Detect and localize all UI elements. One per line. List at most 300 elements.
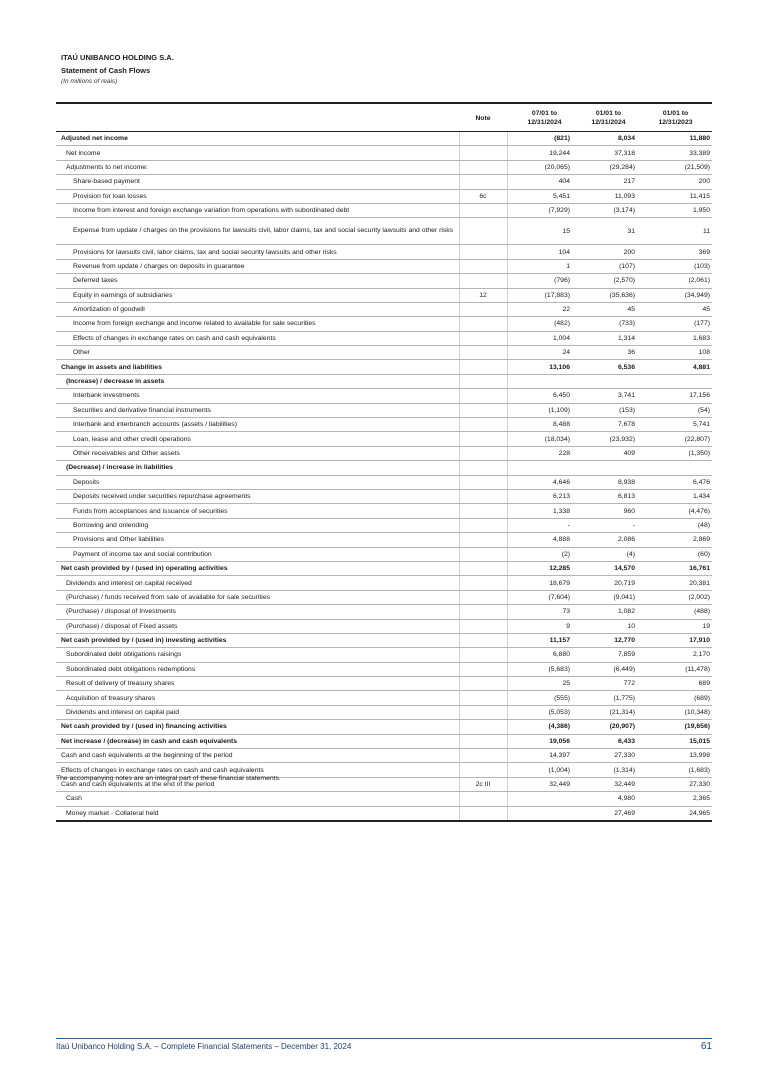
value-period-3: 4,881 — [637, 360, 712, 374]
value-period-2: 8,034 — [572, 132, 637, 146]
row-note — [459, 218, 507, 245]
table-row — [56, 518, 712, 532]
value-period-2: (9,041) — [572, 590, 637, 604]
value-period-1: (5,053) — [507, 705, 572, 719]
value-period-3: (54) — [637, 403, 712, 417]
row-note — [459, 317, 507, 331]
row-note — [459, 533, 507, 547]
value-period-1: (2) — [507, 547, 572, 561]
row-note — [459, 346, 507, 360]
table-row — [56, 259, 712, 273]
row-note — [459, 561, 507, 575]
row-note — [459, 374, 507, 388]
table-row — [56, 749, 712, 763]
row-label: Interbank investments — [56, 389, 459, 403]
row-label: Subordinated debt obligations redemptions — [56, 662, 459, 676]
value-period-3: 5,741 — [637, 418, 712, 432]
table-row — [56, 461, 712, 475]
row-label: Effects of changes in exchange rates on cash and cash equivalents — [56, 763, 459, 777]
value-period-3: 11,880 — [637, 132, 712, 146]
value-period-3: (1,350) — [637, 446, 712, 460]
row-note: 6c — [459, 189, 507, 203]
row-label: Net cash provided by / (used in) investing activities — [56, 633, 459, 647]
table-row — [56, 418, 712, 432]
value-period-1: 73 — [507, 605, 572, 619]
value-period-3: 108 — [637, 346, 712, 360]
row-note — [459, 648, 507, 662]
value-period-1: 1 — [507, 259, 572, 273]
table-row — [56, 489, 712, 503]
value-period-3: 1,950 — [637, 203, 712, 217]
row-note — [459, 504, 507, 518]
value-period-1: (20,065) — [507, 160, 572, 174]
value-period-1: 32,449 — [507, 777, 572, 791]
row-note — [459, 432, 507, 446]
cash-flow-rows — [56, 132, 712, 822]
row-label: Equity in earnings of subsidiaries — [56, 288, 459, 302]
row-label: Cash and cash equivalents at the end of the period — [56, 777, 459, 791]
column-header-row — [56, 104, 712, 132]
row-label: Amortization of goodwill — [56, 302, 459, 316]
table-row — [56, 806, 712, 821]
value-period-2: 3,741 — [572, 389, 637, 403]
company-name: ITAÚ UNIBANCO HOLDING S.A. — [61, 53, 174, 62]
value-period-1: 4,888 — [507, 533, 572, 547]
value-period-2: 12,770 — [572, 633, 637, 647]
table-row — [56, 288, 712, 302]
value-period-1 — [507, 461, 572, 475]
value-period-3: 16,761 — [637, 561, 712, 575]
value-period-2: (6,449) — [572, 662, 637, 676]
table-row — [56, 146, 712, 160]
value-period-2: 11,093 — [572, 189, 637, 203]
value-period-3: 1,434 — [637, 489, 712, 503]
value-period-1: 24 — [507, 346, 572, 360]
row-label: Acquisition of treasury shares — [56, 691, 459, 705]
value-period-3: 200 — [637, 175, 712, 189]
table-row — [56, 605, 712, 619]
value-period-1: (821) — [507, 132, 572, 146]
value-period-1: (1,109) — [507, 403, 572, 417]
value-period-1: 8,488 — [507, 418, 572, 432]
value-period-2: 27,469 — [572, 806, 637, 821]
row-note — [459, 274, 507, 288]
row-note — [459, 302, 507, 316]
table-row — [56, 792, 712, 806]
value-period-1: (5,683) — [507, 662, 572, 676]
row-label: Result of delivery of treasury shares — [56, 677, 459, 691]
row-label: Change in assets and liabilities — [56, 360, 459, 374]
row-note — [459, 518, 507, 532]
table-row — [56, 691, 712, 705]
period-3-header — [639, 109, 712, 127]
value-period-2: 4,980 — [572, 792, 637, 806]
value-period-3: 11 — [637, 218, 712, 245]
value-period-2: 2,086 — [572, 533, 637, 547]
value-period-2: 36 — [572, 346, 637, 360]
value-period-3: 24,965 — [637, 806, 712, 821]
value-period-3: (10,348) — [637, 705, 712, 719]
row-label: Net cash provided by / (used in) financing activities — [56, 720, 459, 734]
value-period-3: 17,910 — [637, 633, 712, 647]
row-note — [459, 175, 507, 189]
value-period-2: (733) — [572, 317, 637, 331]
value-period-1: 1,004 — [507, 331, 572, 345]
value-period-3: (4,476) — [637, 504, 712, 518]
value-period-2: 14,570 — [572, 561, 637, 575]
row-label: Income from interest and foreign exchange variation from operations with subordinated debt — [56, 203, 459, 217]
table-row — [56, 705, 712, 719]
value-period-2: (153) — [572, 403, 637, 417]
row-label: Other receivables and Other assets — [56, 446, 459, 460]
row-note — [459, 749, 507, 763]
value-period-1 — [507, 792, 572, 806]
value-period-1: 1,338 — [507, 504, 572, 518]
statement-title: Statement of Cash Flows — [61, 66, 151, 75]
page-number: 61 — [700, 1041, 712, 1052]
row-label: Subordinated debt obligations raisings — [56, 648, 459, 662]
value-period-2: 200 — [572, 245, 637, 259]
footer-text: Itaú Unibanco Holding S.A. – Complete Financial Statements – December 31, 2024 — [56, 1042, 352, 1051]
value-period-3: 45 — [637, 302, 712, 316]
row-note — [459, 203, 507, 217]
row-label: (Decrease) / increase in liabilities — [56, 461, 459, 475]
table-row — [56, 576, 712, 590]
row-note — [459, 677, 507, 691]
row-label: Adjustments to net income: — [56, 160, 459, 174]
row-note — [459, 547, 507, 561]
value-period-1: 4,646 — [507, 475, 572, 489]
table-row — [56, 633, 712, 647]
value-period-1: 6,450 — [507, 389, 572, 403]
row-note — [459, 146, 507, 160]
row-label: Provision for loan losses — [56, 189, 459, 203]
value-period-2 — [572, 461, 637, 475]
value-period-2: (3,174) — [572, 203, 637, 217]
row-note — [459, 389, 507, 403]
row-note — [459, 734, 507, 748]
row-note: 2c III — [459, 777, 507, 791]
value-period-2: 772 — [572, 677, 637, 691]
row-label: Adjusted net income — [56, 132, 459, 146]
row-label: Loan, lease and other credit operations — [56, 432, 459, 446]
row-note — [459, 446, 507, 460]
value-period-3: 13,998 — [637, 749, 712, 763]
value-period-2: (29,284) — [572, 160, 637, 174]
value-period-2: (23,932) — [572, 432, 637, 446]
row-note — [459, 576, 507, 590]
value-period-3: 27,330 — [637, 777, 712, 791]
row-label: Revenue from update / charges on deposits in guarantee — [56, 259, 459, 273]
row-label: Borrowing and onlending — [56, 518, 459, 532]
value-period-3 — [637, 461, 712, 475]
row-note — [459, 662, 507, 676]
value-period-2: 20,719 — [572, 576, 637, 590]
row-note: 12 — [459, 288, 507, 302]
cash-flow-table — [56, 102, 712, 822]
value-period-2: - — [572, 518, 637, 532]
value-period-2: (20,907) — [572, 720, 637, 734]
row-note — [459, 489, 507, 503]
value-period-2: 960 — [572, 504, 637, 518]
row-label: Deposits — [56, 475, 459, 489]
value-period-2: 10 — [572, 619, 637, 633]
table-row — [56, 175, 712, 189]
value-period-3: 2,365 — [637, 792, 712, 806]
value-period-3: 20,381 — [637, 576, 712, 590]
value-period-2: (21,314) — [572, 705, 637, 719]
period-1-header-line1: 07/01 to — [531, 110, 558, 117]
value-period-3: (689) — [637, 691, 712, 705]
table-row — [56, 160, 712, 174]
table-row — [56, 734, 712, 748]
table-row — [56, 389, 712, 403]
row-label: (Purchase) / funds received from sale of available for sale securities — [56, 590, 459, 604]
table-row — [56, 331, 712, 345]
table-row — [56, 648, 712, 662]
row-note — [459, 403, 507, 417]
period-3-header-line2: 12/31/2023 — [658, 119, 693, 126]
value-period-3: 1,683 — [637, 331, 712, 345]
value-period-1: 19,056 — [507, 734, 572, 748]
row-note — [459, 605, 507, 619]
value-period-3 — [637, 374, 712, 388]
value-period-2: (107) — [572, 259, 637, 273]
value-period-3: (103) — [637, 259, 712, 273]
row-note — [459, 160, 507, 174]
value-period-2: 31 — [572, 218, 637, 245]
table-row — [56, 245, 712, 259]
row-note — [459, 705, 507, 719]
row-label: Money market - Collateral held — [56, 806, 459, 821]
value-period-2: 32,449 — [572, 777, 637, 791]
table-row — [56, 720, 712, 734]
value-period-1: 6,880 — [507, 648, 572, 662]
row-label: Provisions for lawsuits civil, labor claims, tax and social security lawsuits and other risks — [56, 245, 459, 259]
value-period-3: 17,156 — [637, 389, 712, 403]
value-period-1: 104 — [507, 245, 572, 259]
period-1-header-line2: 12/31/2024 — [527, 119, 562, 126]
value-period-1: - — [507, 518, 572, 532]
row-note — [459, 461, 507, 475]
table-row — [56, 590, 712, 604]
row-note — [459, 259, 507, 273]
value-period-3: 369 — [637, 245, 712, 259]
value-period-2: 1,314 — [572, 331, 637, 345]
value-period-2: 45 — [572, 302, 637, 316]
row-label: Income from foreign exchange and income related to available for sale securities — [56, 317, 459, 331]
value-period-3: 33,389 — [637, 146, 712, 160]
row-note — [459, 360, 507, 374]
row-label: Cash and cash equivalents at the beginning of the period — [56, 749, 459, 763]
row-label: (Increase) / decrease in assets — [56, 374, 459, 388]
row-label: Dividends and interest on capital received — [56, 576, 459, 590]
value-period-3: 11,415 — [637, 189, 712, 203]
value-period-3: 689 — [637, 677, 712, 691]
value-period-3: (2,002) — [637, 590, 712, 604]
table-row — [56, 619, 712, 633]
value-period-3: (22,807) — [637, 432, 712, 446]
value-period-2 — [572, 374, 637, 388]
table-row — [56, 360, 712, 374]
value-period-1: (7,604) — [507, 590, 572, 604]
table-row — [56, 475, 712, 489]
value-period-2: 6,536 — [572, 360, 637, 374]
value-period-1: (18,034) — [507, 432, 572, 446]
value-period-1: (555) — [507, 691, 572, 705]
value-period-3: (21,509) — [637, 160, 712, 174]
footer-rule — [56, 1038, 712, 1039]
value-period-3: (177) — [637, 317, 712, 331]
table-row — [56, 533, 712, 547]
value-period-1: 22 — [507, 302, 572, 316]
value-period-2: 6,813 — [572, 489, 637, 503]
row-note — [459, 245, 507, 259]
value-period-1: (4,386) — [507, 720, 572, 734]
row-label: Dividends and interest on capital paid — [56, 705, 459, 719]
table-row — [56, 317, 712, 331]
row-note — [459, 590, 507, 604]
value-period-2: 7,678 — [572, 418, 637, 432]
period-2-header-line2: 12/31/2024 — [591, 119, 626, 126]
table-row — [56, 403, 712, 417]
value-period-1: 14,397 — [507, 749, 572, 763]
table-row — [56, 662, 712, 676]
value-period-2: 1,082 — [572, 605, 637, 619]
value-period-3: (60) — [637, 547, 712, 561]
value-period-3: (34,949) — [637, 288, 712, 302]
table-row — [56, 189, 712, 203]
value-period-3: (19,656) — [637, 720, 712, 734]
value-period-3: 19 — [637, 619, 712, 633]
row-note — [459, 763, 507, 777]
row-note — [459, 132, 507, 146]
value-period-1: (7,929) — [507, 203, 572, 217]
row-label: Expense from update / charges on the provisions for lawsuits civil, labor claims, tax and social security lawsuits and other risks — [56, 218, 459, 245]
value-period-1: 5,451 — [507, 189, 572, 203]
period-2-header-line1: 01/01 to — [595, 110, 622, 117]
row-label: (Purchase) / disposal of Fixed assets — [56, 619, 459, 633]
value-period-3: 2,170 — [637, 648, 712, 662]
units-caption: (In millions of reais) — [61, 78, 118, 85]
value-period-1: 18,679 — [507, 576, 572, 590]
row-label: Share-based payment — [56, 175, 459, 189]
value-period-1: 11,157 — [507, 633, 572, 647]
row-note — [459, 633, 507, 647]
row-label: Deferred taxes — [56, 274, 459, 288]
row-label: Net increase / (decrease) in cash and cash equivalents — [56, 734, 459, 748]
value-period-2: (1,775) — [572, 691, 637, 705]
value-period-1: (17,883) — [507, 288, 572, 302]
table-row — [56, 547, 712, 561]
table-row — [56, 561, 712, 575]
row-label: Securities and derivative financial instruments — [56, 403, 459, 417]
table-row — [56, 132, 712, 146]
period-2-header — [576, 109, 641, 127]
row-note — [459, 475, 507, 489]
row-label: Cash — [56, 792, 459, 806]
value-period-2: (1,314) — [572, 763, 637, 777]
value-period-2: 8,938 — [572, 475, 637, 489]
row-label: Other — [56, 346, 459, 360]
value-period-1: 19,244 — [507, 146, 572, 160]
table-row — [56, 218, 712, 245]
row-label: (Purchase) / disposal of Investments — [56, 605, 459, 619]
value-period-1: 13,106 — [507, 360, 572, 374]
row-note — [459, 720, 507, 734]
value-period-3: (1,683) — [637, 763, 712, 777]
value-period-3: 2,869 — [637, 533, 712, 547]
table-row — [56, 446, 712, 460]
value-period-1: 9 — [507, 619, 572, 633]
value-period-3: (11,478) — [637, 662, 712, 676]
row-label: Effects of changes in exchange rates on cash and cash equivalents — [56, 331, 459, 345]
value-period-2: 37,318 — [572, 146, 637, 160]
value-period-1: 404 — [507, 175, 572, 189]
row-note — [459, 619, 507, 633]
row-label: Net cash provided by / (used in) operating activities — [56, 561, 459, 575]
period-3-header-line1: 01/01 to — [662, 110, 689, 117]
row-note — [459, 418, 507, 432]
table-row — [56, 346, 712, 360]
table-row — [56, 274, 712, 288]
row-label: Deposits received under securities repurchase agreements — [56, 489, 459, 503]
row-note — [459, 691, 507, 705]
value-period-3: (2,061) — [637, 274, 712, 288]
table-row — [56, 302, 712, 316]
table-row — [56, 203, 712, 217]
period-1-header — [512, 109, 577, 127]
value-period-1: 25 — [507, 677, 572, 691]
value-period-1: 228 — [507, 446, 572, 460]
value-period-2: (35,636) — [572, 288, 637, 302]
value-period-3: (48) — [637, 518, 712, 532]
value-period-2: 27,330 — [572, 749, 637, 763]
value-period-2: 409 — [572, 446, 637, 460]
value-period-1: 12,285 — [507, 561, 572, 575]
row-label: Net income — [56, 146, 459, 160]
value-period-3: (488) — [637, 605, 712, 619]
row-label: Payment of income tax and social contribution — [56, 547, 459, 561]
row-label: Funds from acceptances and issuance of securities — [56, 504, 459, 518]
row-note — [459, 806, 507, 821]
value-period-1 — [507, 806, 572, 821]
value-period-1: 6,213 — [507, 489, 572, 503]
note-column-header: Note — [475, 115, 491, 122]
row-label: Provisions and Other liabilities — [56, 533, 459, 547]
value-period-2: 217 — [572, 175, 637, 189]
value-period-1 — [507, 374, 572, 388]
value-period-1: 15 — [507, 218, 572, 245]
value-period-2: (4) — [572, 547, 637, 561]
value-period-3: 15,015 — [637, 734, 712, 748]
table-row — [56, 374, 712, 388]
row-note — [459, 792, 507, 806]
table-row — [56, 432, 712, 446]
footnote: The accompanying notes are an integral part of these financial statements. — [56, 775, 281, 782]
value-period-2: 7,859 — [572, 648, 637, 662]
value-period-3: 6,476 — [637, 475, 712, 489]
value-period-2: 6,433 — [572, 734, 637, 748]
row-label: Interbank and interbranch accounts (assets / liabilities) — [56, 418, 459, 432]
table-row — [56, 504, 712, 518]
value-period-1: (1,004) — [507, 763, 572, 777]
table-row — [56, 677, 712, 691]
value-period-1: (482) — [507, 317, 572, 331]
row-note — [459, 331, 507, 345]
value-period-2: (2,570) — [572, 274, 637, 288]
value-period-1: (796) — [507, 274, 572, 288]
